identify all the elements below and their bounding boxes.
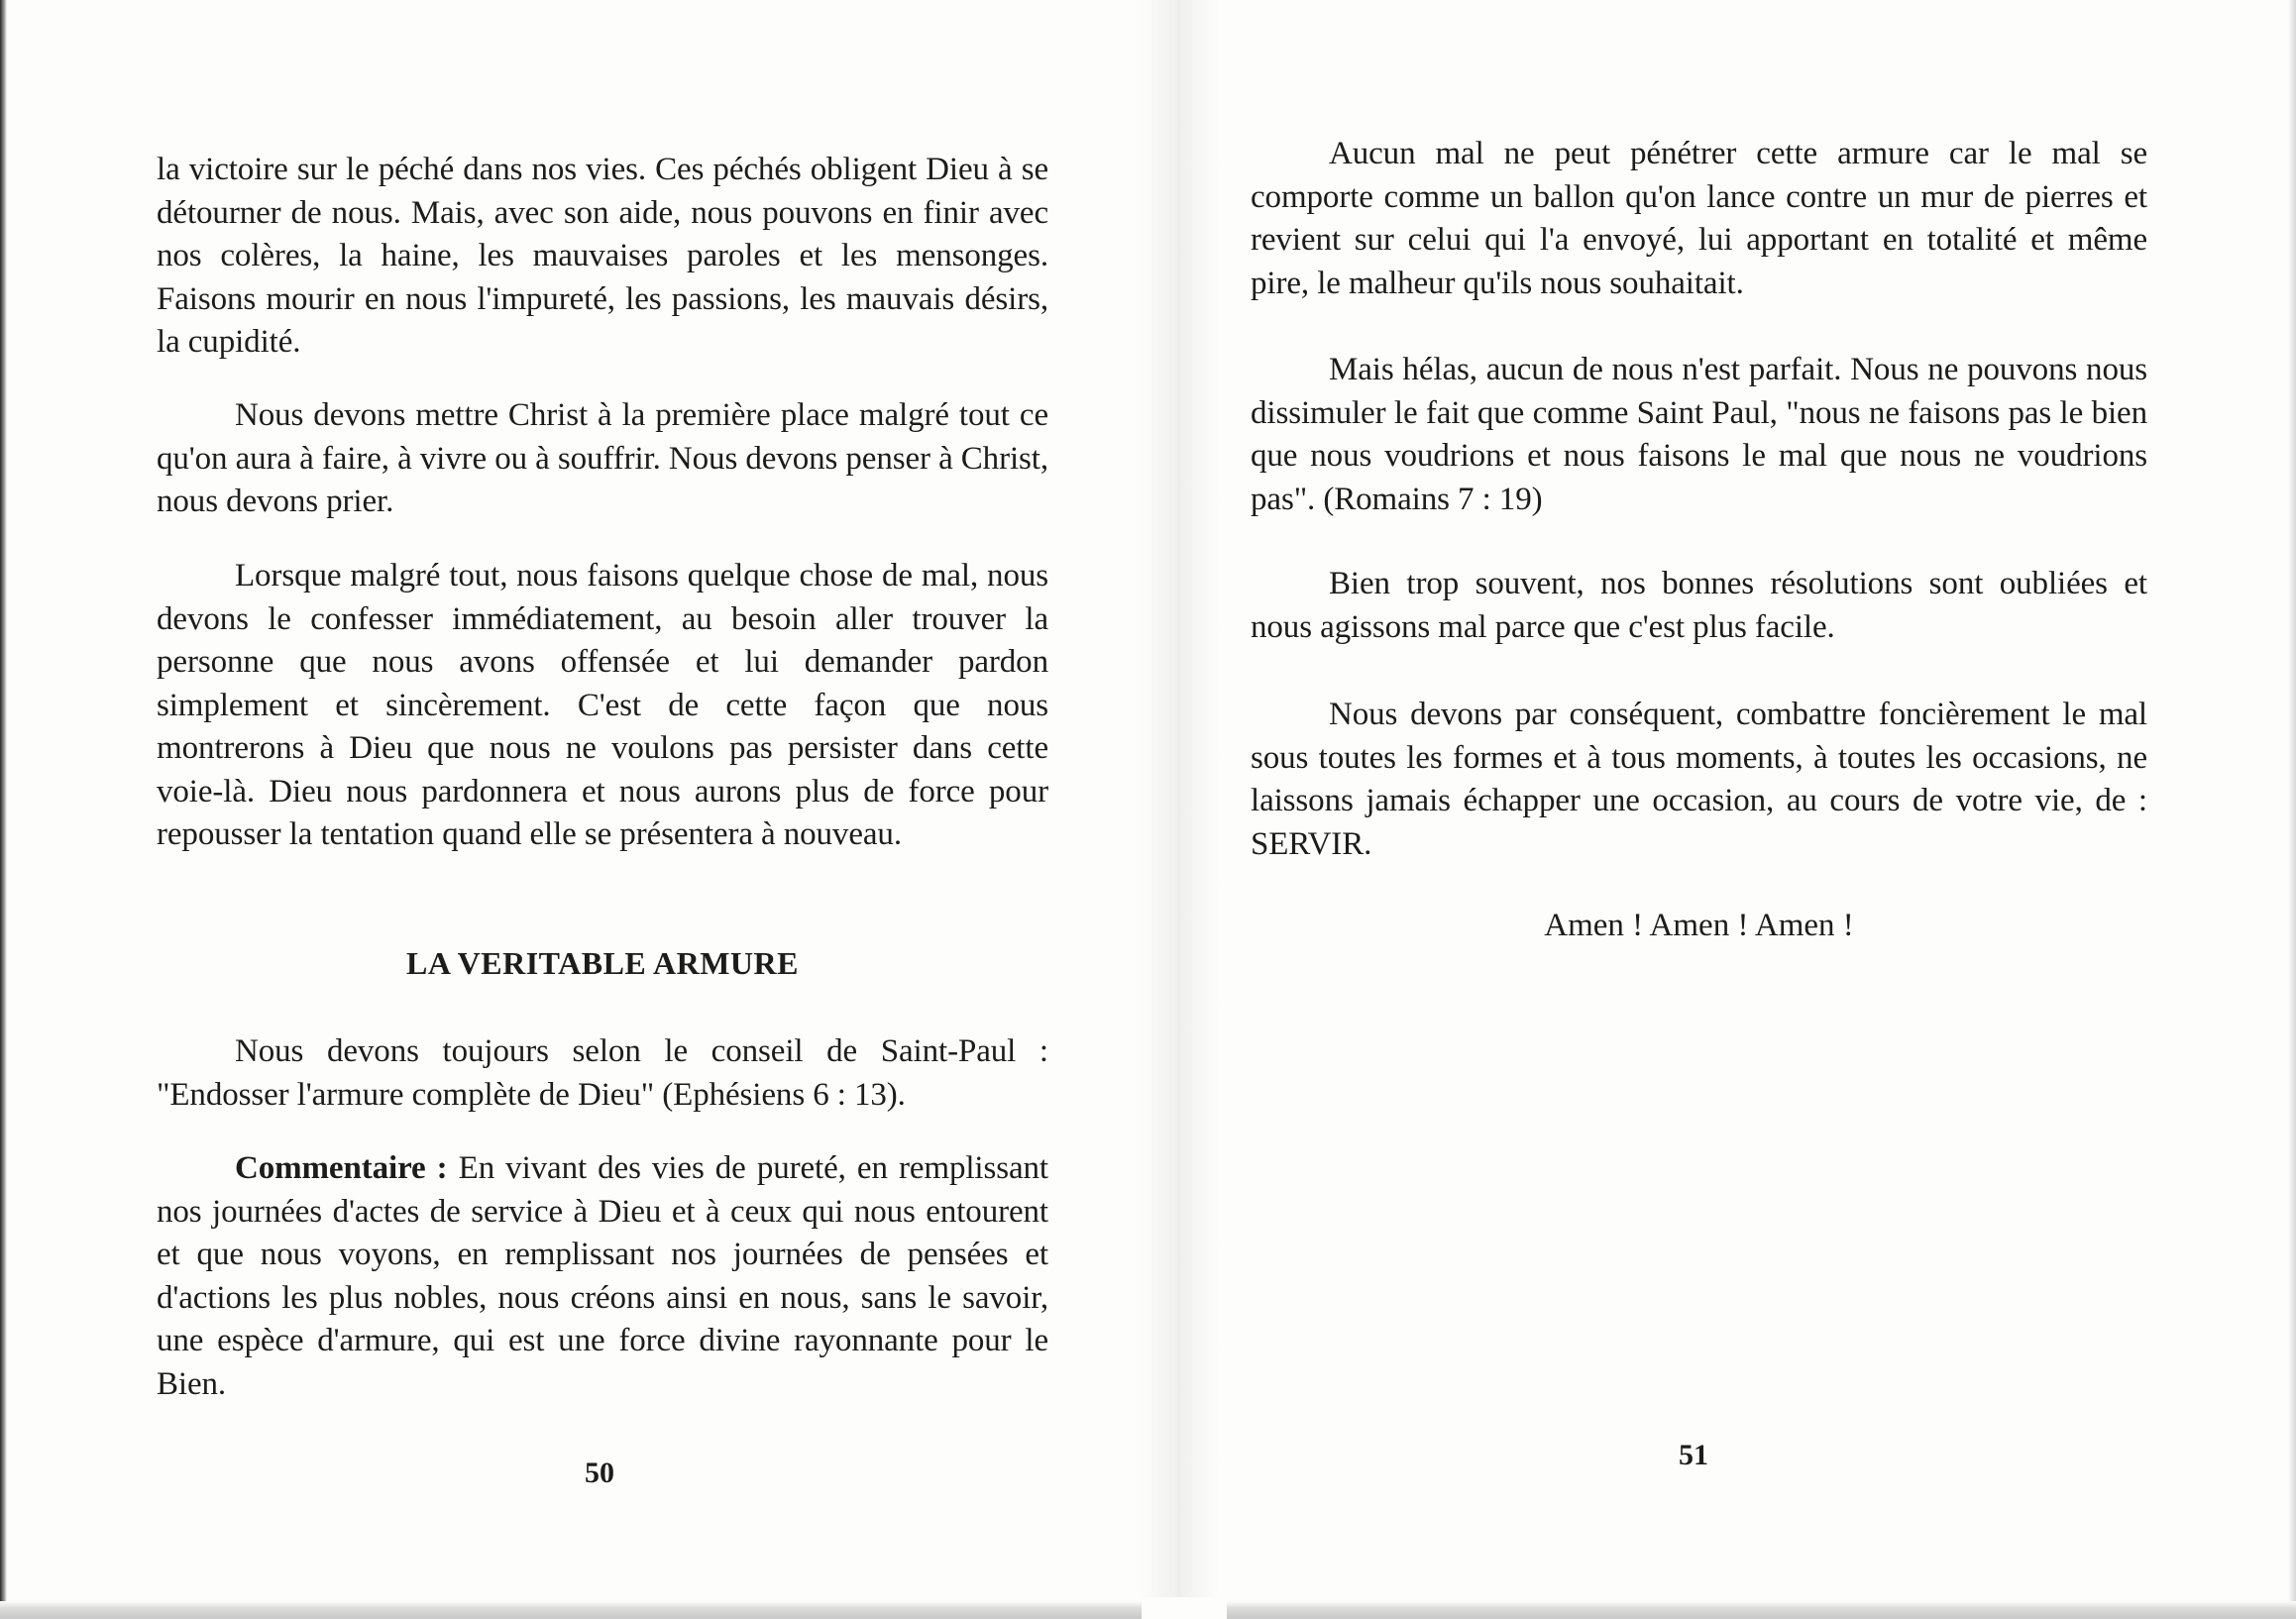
right-paragraph-3: Bien trop souvent, nos bonnes résolutions sont oubliées et nous agissons mal parce que c'est plus facile. [1251,566,2147,645]
right-page [1251,0,2147,1619]
commentary-label: Commentaire : [235,1150,448,1186]
page-number-right: 51 [1679,1439,1708,1471]
right-paragraph-2: Mais hélas, aucun de nous n'est parfait. Nous ne pouvons nous dissimuler le fait que comme Saint Paul, "nous ne faisons pas le bien que nous voudrions et nous faisons le mal que nous ne voudrions pas". (Romains 7 : 19) [1251,352,2147,517]
left-page [157,0,1048,1619]
left-paragraph-1: la victoire sur le péché dans nos vies. Ces péchés obligent Dieu à se détourner de nous. Mais, avec son aide, nous pouvons en finir avec nos colères, la haine, les mauvaises paroles et les mensonges. Faisons mourir en nous l'impureté, les passions, les mauvais désirs, la cupidité. [157,152,1048,360]
page-number-left: 50 [585,1457,614,1489]
left-paragraph-2: Nous devons mettre Christ à la première place malgré tout ce qu'on aura à faire, à vivre ou à souffrir. Nous devons penser à Christ, nous devons prier. [157,397,1048,519]
closing-amen: Amen ! Amen ! Amen ! [1544,908,1854,943]
left-quote-paragraph: Nous devons toujours selon le conseil de Saint-Paul : "Endosser l'armure complète de Dieu" (Ephésiens 6 : 13). [157,1033,1048,1113]
right-page-edge [2288,0,2296,1619]
left-paragraph-3: Lorsque malgré tout, nous faisons quelque chose de mal, nous devons le confesser immédiatement, au besoin aller trouver la personne que nous avons offensée et lui demander pardon simplement et sincèrement. C'est de cette façon que nous montrerons à Dieu que nous ne voulons pas persister dans cette voie-là. Dieu nous pardonnera et nous aurons plus de force pour repousser la tentation quand elle se présentera à nouveau. [157,558,1048,852]
commentary-text: En vivant des vies de pureté, en remplissant nos journées d'actes de service à Dieu et à ceux qui nous entourent et que nous voyons, en remplissant nos journées de pensées et d'actions les plus nobles, nous créons ainsi en nous, sans le savoir, une espèce d'armure, qui est une force divine rayonnante pour le Bien. [157,1150,1048,1402]
right-paragraph-1: Aucun mal ne peut pénétrer cette armure car le mal se comporte comme un ballon qu'on lance contre un mur de pierres et revient sur celui qui l'a envoyé, lui apportant en totalité et même pire, le malheur qu'ils nous souhaitait. [1251,136,2147,301]
section-heading: LA VERITABLE ARMURE [406,945,799,981]
book-gutter [1140,0,1219,1619]
right-paragraph-4: Nous devons par conséquent, combattre foncièrement le mal sous toutes les formes et à tous moments, à toutes les occasions, ne laissons jamais échapper une occasion, au cours de votre vie, de : SERVIR. [1251,697,2147,862]
commentary-paragraph [157,1147,1048,1406]
left-page-edge [0,0,7,1619]
bottom-gutter-gap [1142,1597,1227,1619]
